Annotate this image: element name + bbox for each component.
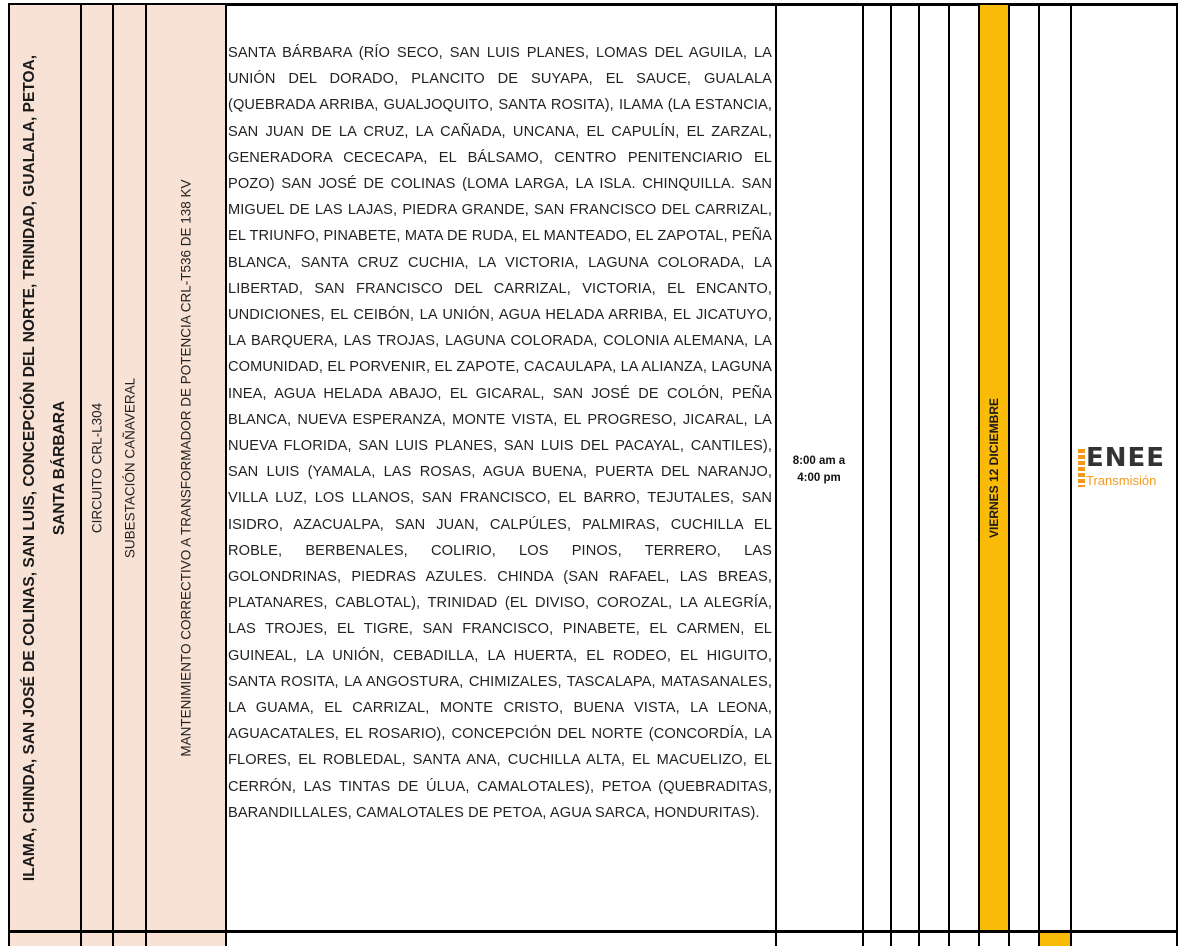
schedule-text [777, 453, 861, 487]
day-cell [978, 5, 1008, 930]
affected-areas-text: SANTA BÁRBARA (RÍO SECO, SAN LUIS PLANES, LOMAS DEL AGUILA, LA UNIÓN DEL DORADO, PLANCITO DE SUYAPA, EL SAUCE, GUALALA (QUEBRADA ARRIBA, GUALJOQUITO, SANTA ROSITA), ILAMA (LA ESTANCIA, SAN JUAN DE LA CRUZ, LA CAÑADA, UNCANA, EL CAPULÍN, EL ZARZAL, GENERADORA CECECAPA, EL BÁLSAMO, CENTRO PENITENCIARIO EL POZO) SAN JOSÉ DE COLINAS (LOMA LARGA, LA ISLA. CHINQUILLA. SAN MIGUEL DE LAS LAJAS, PIEDRA GRANDE, SAN FRANCISCO DEL CARRIZAL, EL TRIUNFO, PINABETE, MATA DE RUDA, EL MANTEADO, EL ZAPOTAL, PEÑA BLANCA, SANTA CRUZ CUCHIA, LA VICTORIA, LAGUNA COLORADA, LA LIBERTAD, SAN FRANCISCO DEL CARRIZAL, VICTORIA, EL ENCANTO, UNDICIONES, EL CEIBÓN, LA UNIÓN, AGUA HELADA ARRIBA, EL JICATUYO, LA BARQUERA, LAS TROJAS, LAGUNA COLORADA, COLONIA ALEMANA, LA COMUNIDAD, EL PORVENIR, EL ZAPOTE, CACAULAPA, LA ALIANZA, LAGUNA INEA, AGUA HELADA ABAJO, EL GICARAL, SAN JOSÉ DE COLÓN, PEÑA BLANCA, NUEVA ESPERANZA, MONTE VISTA, EL PROGRESO, JICARAL, LA NUEVA FLORIDA, SAN LUIS PLANES, SAN LUIS DEL PACAYAL, CANTILES), SAN LUIS (YAMALA, LAS ROSAS, AGUA BUENA, PUERTA DEL NARANJO, VILLA LUZ, LOS LLANOS, SAN FRANCISCO, EL BARRO, TEJUTALES, SAN ISIDRO, AZACUALPA, SAN JUAN, CALPÚLES, PALMIRAS, CUCHILLA EL ROBLE, BERBENALES, COLIRIO, LOS PINOS, TERRERO, LAS GOLONDRINAS, PIEDRAS AZULES. CHINDA (SAN RAFAEL, LAS BREAS, PLATANARES, CABLOTAL), TRINIDAD (EL DIVISO, COROZAL, LA ALEGRÍA, LAS TROJES, EL TIGRE, SAN FRANCISCO, PINABETE, EL CARMEN, EL GUINEAL, LA UNIÓN, CEBADILLA, LA HUERTA, EL RODEO, EL HIGUITO, SANTA ROSITA, LA ANGOSTURA, CHIMIZALES, TASCALAPA, MATASANALES, LA GUAMA, EL CARRIZAL, MONTE CRISTO, BUENA VISTA, LA LEONA, AGUACATALES, EL ROSARIO), CONCEPCIÓN DEL NORTE (CONCORDÍA, LA FLORES, EL ROBLEDAL, SANTA ANA, CUCHILLA ALTA, EL MACUELIZO, EL CERRÓN, LAS TINTAS DE ÚLUA, CAMALOTALES), PETOA (QUEBRADITAS, BARANDILLALES, CAMALOTALES DE PETOA, AGUA SARCA, HONDURITAS). [228, 45, 772, 821]
empty-cell [948, 5, 978, 930]
empty-cell [918, 5, 948, 930]
schedule-start: 8:00 am a [792, 455, 846, 467]
circuit-text: CIRCUITO CRL-L304 [89, 402, 105, 533]
next-row-cell [1070, 933, 1178, 946]
logo-subtitle: Transmisión [1086, 473, 1157, 488]
next-row-cell [80, 933, 112, 946]
empty-cell [862, 5, 890, 930]
empty-cell [1008, 5, 1038, 930]
empty-cell [1038, 5, 1070, 930]
logo-mark-icon [1078, 449, 1085, 487]
next-row-cell [1008, 933, 1038, 946]
circuit-cell [80, 5, 112, 930]
enee-logo [1072, 445, 1190, 495]
next-row-cell [978, 933, 1008, 946]
zones-text: ILAMA, CHINDA, SAN JOSÉ DE COLINAS, SAN LUIS, CONCEPCIÓN DEL NORTE, TRINIDAD, GUALALA, PETOA, SANTA BÁRBARA [21, 54, 68, 881]
logo-wordmark: ENEE [1086, 445, 1166, 473]
next-row-cell [8, 933, 80, 946]
next-row-cell [890, 933, 918, 946]
next-row-cell [112, 933, 145, 946]
next-row-cell [225, 933, 775, 946]
zones-cell [8, 5, 80, 930]
substation-cell [112, 5, 145, 930]
day-text: VIERNES 12 DICIEMBRE [987, 397, 1001, 538]
work-cell [145, 5, 225, 930]
substation-text: SUBESTACIÓN CAÑAVERAL [122, 377, 137, 558]
next-row-cell [862, 933, 890, 946]
next-row-day-cell [1038, 933, 1070, 946]
next-row-cell [918, 933, 948, 946]
schedule-end: 4:00 pm [797, 472, 841, 484]
empty-cell [890, 5, 918, 930]
work-text: MANTENIMIENTO CORRECTIVO A TRANSFORMADOR DE POTENCIA CRL-T536 DE 138 KV [178, 178, 194, 757]
next-row-cell [145, 933, 225, 946]
next-row-cell [948, 933, 978, 946]
next-row-cell [775, 933, 862, 946]
